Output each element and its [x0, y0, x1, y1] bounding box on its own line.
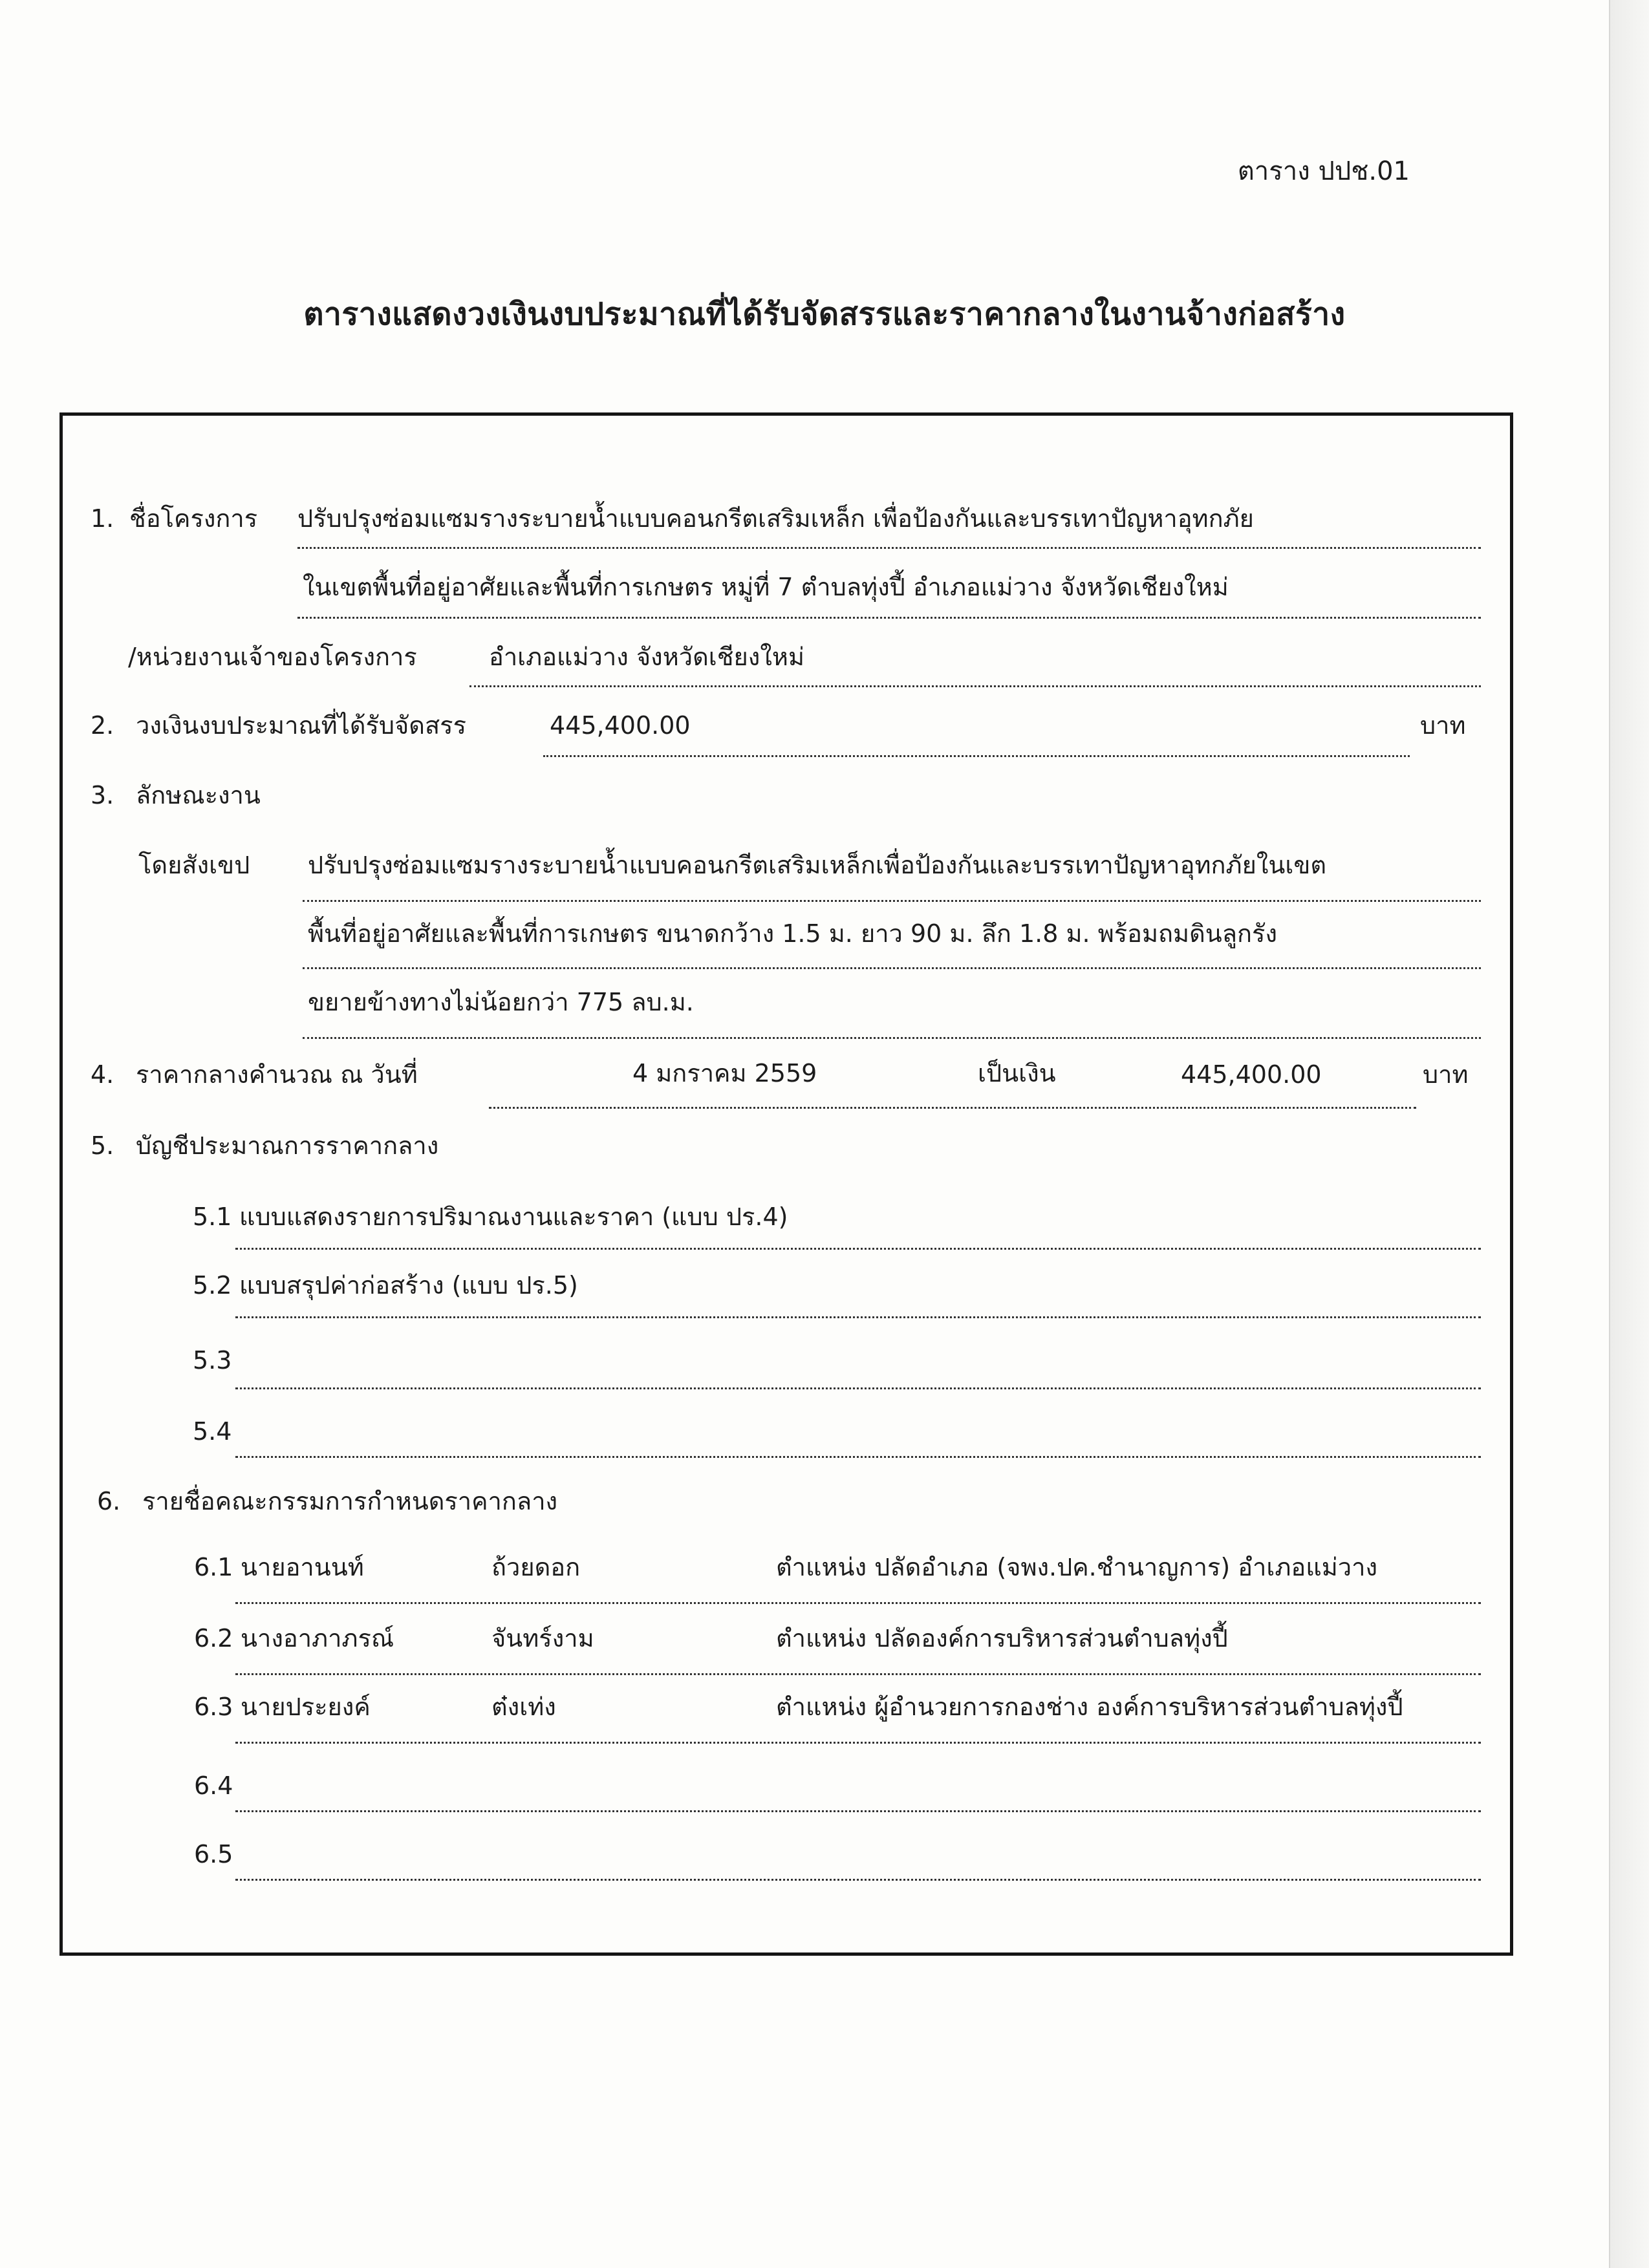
- work-description-line2: พื้นที่อยู่อาศัยและพื้นที่การเกษตร ขนาดกว้าง 1.5 ม. ยาว 90 ม. ลึก 1.8 ม. พร้อมถมดินลูกรัง: [308, 919, 1277, 948]
- section2-number: 2.: [91, 711, 114, 740]
- dotted-line: [489, 1107, 1416, 1109]
- member-number: 6.2: [194, 1624, 233, 1653]
- estimate-item-number: 5.3: [193, 1346, 232, 1375]
- dotted-line: [303, 1037, 1481, 1039]
- member-position: ตำแหน่ง ผู้อำนวยการกองช่าง องค์การบริหารส่วนตำบลทุ่งปี้: [776, 1693, 1403, 1721]
- section4-label: ราคากลางคำนวณ ณ วันที่: [136, 1060, 418, 1089]
- member-first-name: นางอาภาภรณ์: [241, 1624, 394, 1653]
- estimate-item-text: แบบสรุปค่าก่อสร้าง (แบบ ปร.5): [239, 1271, 578, 1300]
- member-first-name: นายอานนท์: [241, 1553, 364, 1581]
- price-amount: 445,400.00: [1181, 1060, 1322, 1089]
- project-name-line1: ปรับปรุงซ่อมแซมรางระบายน้ำแบบคอนกรีตเสริมเหล็ก เพื่อป้องกันและบรรเทาปัญหาอุทกภัย: [297, 504, 1254, 533]
- dotted-line: [235, 1248, 1481, 1250]
- dotted-line: [235, 1673, 1481, 1675]
- section6-number: 6.: [97, 1487, 121, 1515]
- estimate-item-text: แบบแสดงรายการปริมาณงานและราคา (แบบ ปร.4): [239, 1203, 788, 1231]
- member-last-name: จันทร์งาม: [491, 1624, 594, 1653]
- dotted-line: [235, 1742, 1481, 1744]
- dotted-line: [235, 1810, 1481, 1812]
- member-first-name: นายประยงค์: [241, 1693, 371, 1721]
- owner-label: /หน่วยงานเจ้าของโครงการ: [128, 643, 417, 671]
- dotted-line: [297, 617, 1481, 619]
- work-description-line3: ขยายข้างทางไม่น้อยกว่า 775 ลบ.ม.: [308, 988, 694, 1016]
- member-last-name: ถ้วยดอก: [491, 1553, 581, 1581]
- estimate-item-number: 5.1: [193, 1203, 232, 1231]
- section5-label: บัญชีประมาณการราคากลาง: [136, 1131, 439, 1160]
- section1-number: 1.: [91, 504, 114, 533]
- dotted-line: [235, 1456, 1481, 1458]
- scan-page-edge: [1609, 0, 1649, 2268]
- dotted-line: [469, 685, 1481, 687]
- budget-value: 445,400.00: [550, 711, 691, 740]
- section1-label: ชื่อโครงการ: [129, 504, 258, 533]
- dotted-line: [235, 1879, 1481, 1881]
- owner-value: อำเภอแม่วาง จังหวัดเชียงใหม่: [489, 643, 805, 671]
- project-name-line2: ในเขตพื้นที่อยู่อาศัยและพื้นที่การเกษตร หมู่ที่ 7 ตำบลทุ่งปี้ อำเภอแม่วาง จังหวัดเชียงใหม่: [303, 573, 1229, 601]
- member-last-name: ต๋งเท่ง: [491, 1693, 556, 1721]
- price-unit: บาท: [1423, 1060, 1469, 1089]
- member-position: ตำแหน่ง ปลัดอำเภอ (จพง.ปค.ชำนาญการ) อำเภอแม่วาง: [776, 1553, 1378, 1581]
- dotted-line: [297, 547, 1481, 549]
- dotted-line: [303, 967, 1481, 969]
- dotted-line: [543, 755, 1410, 757]
- work-description-line1: ปรับปรุงซ่อมแซมรางระบายน้ำแบบคอนกรีตเสริมเหล็กเพื่อป้องกันและบรรเทาปัญหาอุทกภัยในเขต: [308, 851, 1327, 879]
- estimate-item-number: 5.4: [193, 1417, 232, 1446]
- section3-label: ลักษณะงาน: [136, 781, 261, 809]
- form-code: ตาราง ปปช.01: [1237, 156, 1410, 186]
- member-number: 6.5: [194, 1840, 233, 1868]
- section3-number: 3.: [91, 781, 114, 809]
- member-position: ตำแหน่ง ปลัดองค์การบริหารส่วนตำบลทุ่งปี้: [776, 1624, 1228, 1653]
- amount-label: เป็นเงิน: [978, 1059, 1056, 1087]
- section4-number: 4.: [91, 1060, 114, 1089]
- dotted-line: [235, 1387, 1481, 1389]
- dotted-line: [303, 900, 1481, 902]
- price-date: 4 มกราคม 2559: [632, 1059, 817, 1087]
- member-number: 6.4: [194, 1771, 233, 1800]
- dotted-line: [235, 1602, 1481, 1604]
- budget-unit: บาท: [1420, 711, 1466, 740]
- summary-label: โดยสังเขป: [138, 851, 250, 879]
- section6-label: รายชื่อคณะกรรมการกำหนดราคากลาง: [142, 1487, 558, 1515]
- page-title: ตารางแสดงวงเงินงบประมาณที่ได้รับจัดสรรและราคากลางในงานจ้างก่อสร้าง: [303, 296, 1346, 332]
- estimate-item-number: 5.2: [193, 1271, 232, 1300]
- dotted-line: [235, 1316, 1481, 1318]
- member-number: 6.3: [194, 1693, 233, 1721]
- section2-label: วงเงินงบประมาณที่ได้รับจัดสรร: [136, 711, 466, 740]
- section5-number: 5.: [91, 1131, 114, 1160]
- member-number: 6.1: [194, 1553, 233, 1581]
